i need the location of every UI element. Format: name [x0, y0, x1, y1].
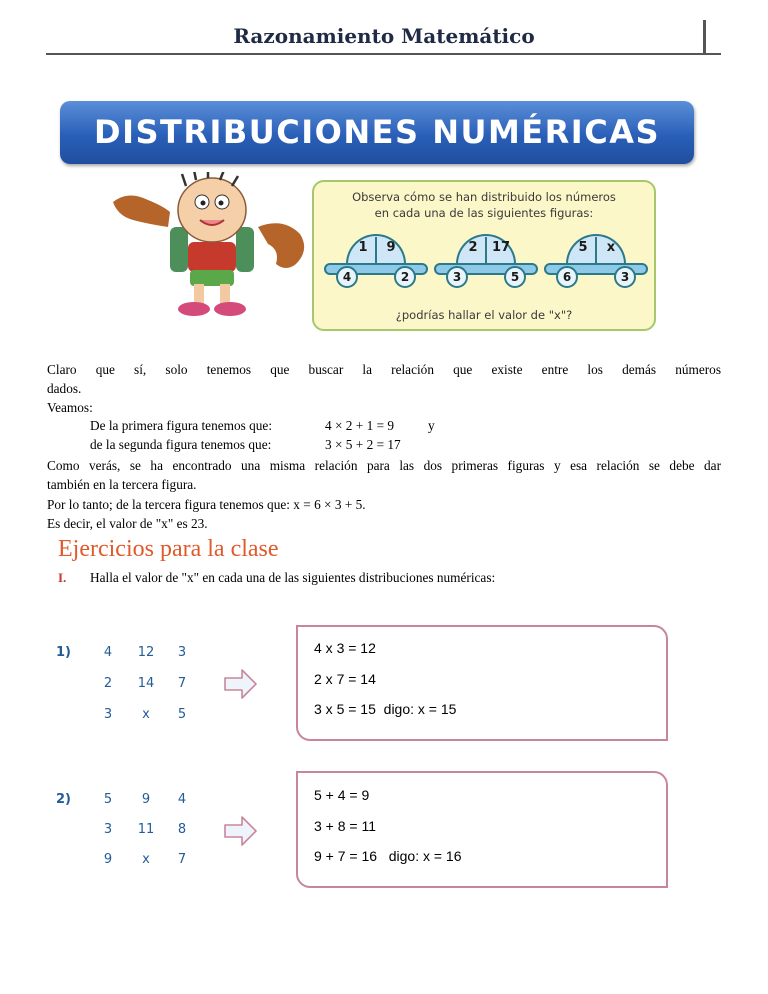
ex2-answer-1: 5 + 4 = 9	[314, 787, 370, 803]
exercise-instruction: Halla el valor de "x" en cada una de las siguientes distribuciones numéricas:	[90, 570, 496, 585]
figure-1-top-left: 1	[358, 240, 368, 255]
right-arrow-icon	[224, 815, 258, 847]
figure-2-bottom-left: 3	[446, 266, 468, 288]
relation-line-2: también en la tercera figura.	[47, 477, 197, 492]
ex1-r3-c1: 3	[103, 707, 113, 722]
bubble-line-1: Observa cómo se han distribuido los números	[352, 190, 616, 204]
ex2-r3-c3: 7	[177, 852, 187, 867]
figure-1-bottom-left: 4	[336, 266, 358, 288]
figure-2-top-left: 2	[468, 240, 478, 255]
ex2-r1-c1: 5	[103, 792, 113, 807]
exercise-1-label: 1)	[56, 645, 71, 660]
header-tick	[703, 20, 706, 55]
ex1-r2-c1: 2	[103, 676, 113, 691]
step-2-label: de la segunda figura tenemos que:	[90, 437, 272, 452]
figure-1-top-right: 9	[386, 240, 396, 255]
figure-car-2	[434, 234, 538, 286]
figure-3-top-right: x	[606, 240, 616, 255]
ex2-r2-c3: 8	[177, 822, 187, 837]
figure-3-bottom-right: 3	[614, 266, 636, 288]
banner-title: DISTRIBUCIONES NUMÉRICAS	[94, 113, 660, 151]
figure-car-3	[544, 234, 648, 286]
ex2-r2-c1: 3	[103, 822, 113, 837]
conclusion-line: Es decir, el valor de "x" es 23.	[47, 516, 208, 531]
ex2-r2-c2: 11	[137, 822, 155, 837]
relation-line-1: Como verás, se ha encontrado una misma relación para las dos primeras figuras y esa relación se debe dar	[47, 458, 721, 473]
ex1-r3-c3: 5	[177, 707, 187, 722]
ex1-r1-c2: 12	[137, 645, 155, 660]
answer-box-1	[296, 625, 668, 741]
figure-1-bottom-right: 2	[394, 266, 416, 288]
ex1-answer-3: 3 x 5 = 15 digo: x = 15	[314, 701, 457, 717]
ex1-answer-2: 2 x 7 = 14	[314, 671, 376, 687]
ex1-r2-c3: 7	[177, 676, 187, 691]
figure-3-top-left: 5	[578, 240, 588, 255]
right-arrow-icon	[224, 668, 258, 700]
figure-2-bottom-right: 5	[504, 266, 526, 288]
ex2-r3-c1: 9	[103, 852, 113, 867]
exercise-2-label: 2)	[56, 792, 71, 807]
step-1-label: De la primera figura tenemos que:	[90, 418, 273, 433]
intro-line-1: Claro que sí, solo tenemos que buscar la relación que existe entre los demás números	[47, 362, 721, 377]
ex1-r1-c1: 4	[103, 645, 113, 660]
figure-car-1	[324, 234, 428, 286]
step-1-conjunction: y	[428, 418, 435, 433]
roman-numeral: I.	[58, 570, 67, 585]
cartoon-boy-with-dog-illustration	[108, 172, 323, 322]
figure-2-top-right: 17	[491, 240, 511, 255]
ex1-answer-1: 4 x 3 = 12	[314, 640, 376, 656]
step-2-expression: 3 × 5 + 2 = 17	[325, 437, 401, 452]
ex1-r1-c3: 3	[177, 645, 187, 660]
ex2-answer-2: 3 + 8 = 11	[314, 818, 377, 834]
ex2-r1-c2: 9	[141, 792, 151, 807]
header-rule	[46, 53, 721, 55]
step-1-expression: 4 × 2 + 1 = 9	[325, 418, 395, 433]
title-banner	[60, 101, 694, 164]
ex2-r3-c2: x	[142, 852, 150, 867]
answer-box-2	[296, 771, 668, 888]
ex1-r3-c2: x	[142, 707, 150, 722]
ex1-r2-c2: 14	[137, 676, 155, 691]
bubble-line-2: en cada una de las siguientes figuras:	[374, 206, 594, 220]
speech-bubble	[312, 180, 656, 331]
veamos-label: Veamos:	[47, 400, 93, 415]
intro-line-2: dados.	[47, 381, 82, 396]
ex2-answer-3: 9 + 7 = 16 digo: x = 16	[314, 848, 462, 864]
therefore-line: Por lo tanto; de la tercera figura tenemos que: x = 6 × 3 + 5.	[47, 497, 366, 512]
bubble-question: ¿podrías hallar el valor de "x"?	[395, 308, 573, 322]
figure-3-bottom-left: 6	[556, 266, 578, 288]
section-title: Ejercicios para la clase	[58, 536, 279, 562]
ex2-r1-c3: 4	[177, 792, 187, 807]
header-title: Razonamiento Matemático	[233, 24, 535, 48]
